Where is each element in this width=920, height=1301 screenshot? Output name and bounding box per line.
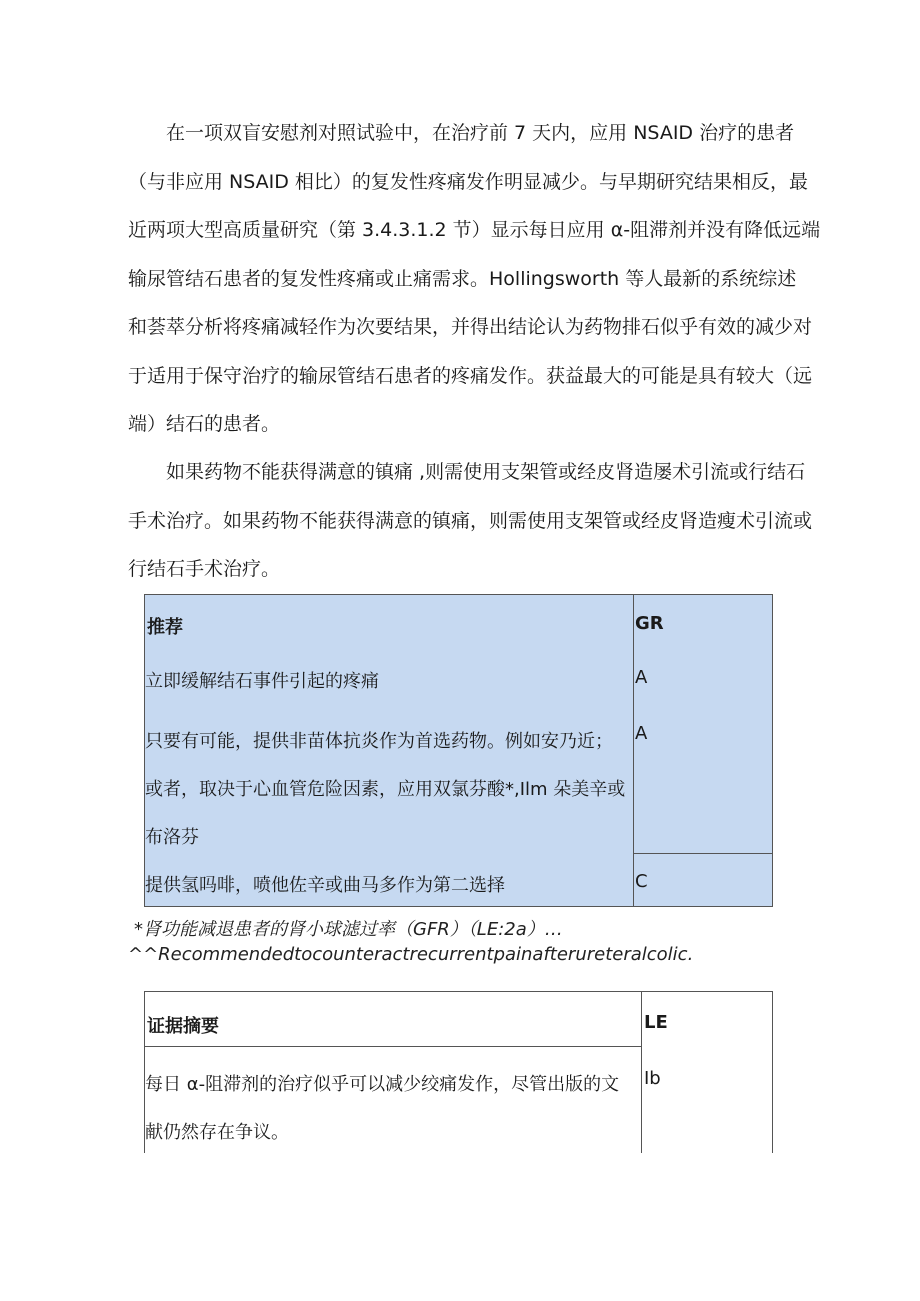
evidence-table <box>144 991 773 1153</box>
row-divider <box>633 853 772 854</box>
header-level: LE <box>644 1012 668 1033</box>
text-line: 和荟萃分析将疼痛减轻作为次要结果，并得出结论认为药物排石似乎有效的减少对 <box>128 316 813 338</box>
recommendation-table <box>144 594 773 907</box>
text-line: 于适用于保守治疗的输尿管结石患者的疼痛发作。获益最大的可能是具有较大（远 <box>128 364 813 387</box>
row-divider <box>145 1046 641 1047</box>
column-divider <box>633 595 634 906</box>
rec-row-2-text-line: 布洛芬 <box>145 827 199 848</box>
rec-row-2-text-line: 或者，取决于心血管危险因素，应用双氯芬酸*,Ilm 朵美辛或 <box>145 779 626 800</box>
header-grade: GR <box>635 613 664 634</box>
footnote-gfr: *肾功能减退患者的肾小球滤过率（GFR）（LE:2a）… <box>134 919 563 940</box>
text-line: 手术治疗。如果药物不能获得满意的镇痛，则需使用支架管或经皮肾造瘦术引流或 <box>128 509 813 532</box>
text-line: 输尿管结石患者的复发性疼痛或止痛需求。Hollingsworth 等人最新的系统综述 <box>128 267 797 290</box>
rec-row-3-grade: C <box>635 871 648 892</box>
header-evidence-summary: 证据摘要 <box>147 1016 219 1037</box>
rec-row-2-grade: A <box>635 723 648 744</box>
text-line: 近两项大型高质量研究（第 3.4.3.1.2 节）显示每日应用 α-阻滞剂并没有降低远端 <box>128 219 821 241</box>
rec-row-1-grade: A <box>635 667 648 688</box>
rec-row-3-text: 提供氢吗啡，喷他佐辛或曲马多作为第二选择 <box>145 875 505 896</box>
rec-row-1-text: 立即缓解结石事件引起的疼痛 <box>145 671 379 692</box>
footnote-recommended: ^^Recommendedtocounteractrecurrentpainafterureteralcolic. <box>128 944 694 965</box>
header-recommendation: 推荐 <box>147 617 183 638</box>
rec-row-2-text-line: 只要有可能，提供非苗体抗炎作为首选药物。例如安乃近； <box>145 731 613 752</box>
evidence-row-1-text-line: 每日 α-阻滞剂的治疗似乎可以减少绞痛发作，尽管出版的文 <box>145 1074 620 1095</box>
evidence-row-1-text-line: 献仍然存在争议。 <box>145 1122 289 1143</box>
text-line: 在一项双盲安慰剂对照试验中，在治疗前 7 天内，应用 NSAID 治疗的患者 <box>166 122 795 144</box>
text-line: 行结石手术治疗。 <box>128 558 281 580</box>
text-line: （与非应用 NSAID 相比）的复发性疼痛发作明显减少。与早期研究结果相反，最 <box>128 170 808 193</box>
paragraph-2 <box>128 448 813 594</box>
text-line: 端）结石的患者。 <box>128 413 281 435</box>
paragraph-1 <box>128 109 821 449</box>
text-line: 如果药物不能获得满意的镇痛 ,则需使用支架管或经皮肾造屡术引流或行结石 <box>166 461 806 483</box>
column-divider <box>641 992 642 1153</box>
evidence-row-1-level: Ib <box>644 1068 661 1089</box>
